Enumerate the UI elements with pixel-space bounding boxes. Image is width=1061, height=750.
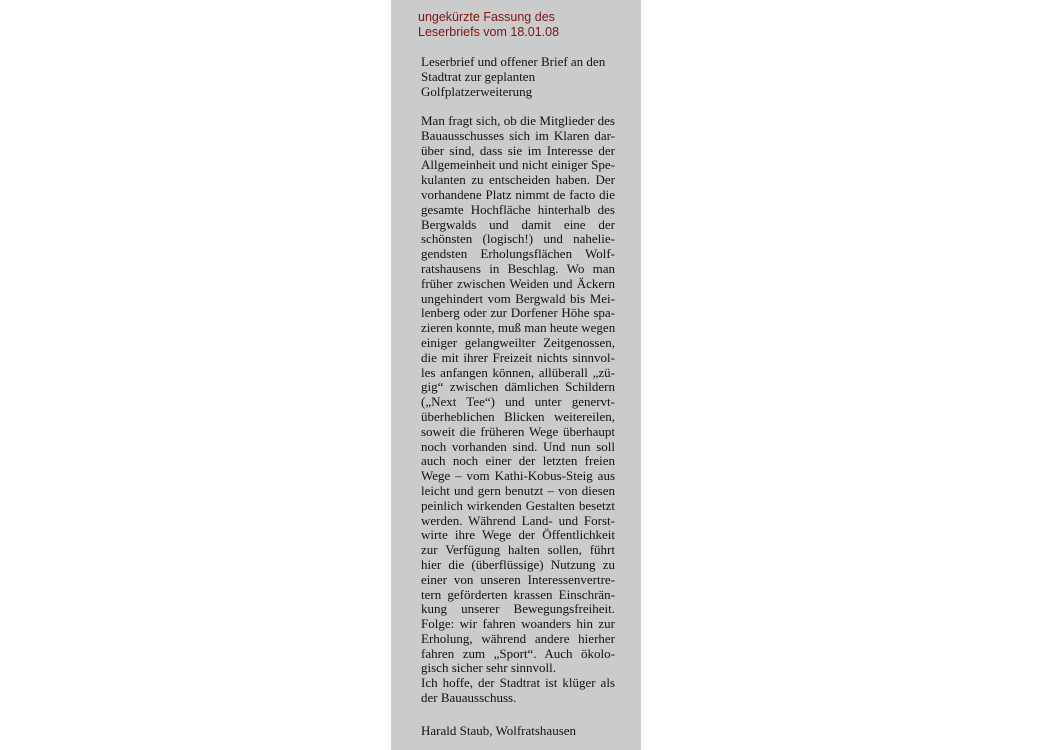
letter-body-line: les anfangen können, allüberall „zü- — [421, 364, 615, 380]
letter-body-line: einer von unseren Interessenvertre- — [421, 571, 615, 587]
letter-body-line: gisch sicher sehr sinnvoll. — [421, 660, 557, 676]
letter-body-line: leicht und gern benutzt – von diesen — [421, 482, 615, 498]
letter-signature: Harald Staub, Wolfratshausen — [421, 723, 577, 738]
letter-body-line: soweit die früheren Wege überhaupt — [421, 423, 615, 439]
letter-body-line: schönsten (logisch!) und nahelie- — [421, 231, 615, 247]
letter-body-line: vorhandene Platz nimmt de facto die — [421, 186, 615, 202]
letter-body-line: tern geförderten krassen Einschrän- — [421, 586, 615, 602]
letter-body-line: kulanten zu entscheiden haben. Der — [421, 172, 615, 188]
letter-body-line: werden. Während Land- und Forst- — [421, 512, 615, 528]
letter-body-line: die mit ihrer Freizeit nichts sinnvol- — [421, 349, 615, 365]
letter-body-line: Man fragt sich, ob die Mitglieder des — [421, 113, 615, 128]
version-note — [418, 10, 628, 40]
letter-body-line: Ich hoffe, der Stadtrat ist klüger als — [421, 675, 615, 691]
letter-body-line: früher zwischen Weiden und Äckern — [421, 275, 615, 291]
letter-body-line: Erholung, während andere hierher — [421, 630, 615, 646]
version-note-line: ungekürzte Fassung des — [418, 10, 555, 24]
letter-body-line: gendsten Erholungsflächen Wolf- — [421, 246, 615, 262]
letter-title — [421, 55, 621, 99]
letter-body-line: lenberg oder zur Dorfener Höhe spa- — [421, 305, 615, 321]
letter-title-line: Stadtrat zur geplanten — [421, 68, 536, 84]
letter-title-line: Golfplatzerweiterung — [421, 83, 533, 99]
letter-body-line: auch noch einer der letzten freien — [421, 453, 615, 469]
letter-body-line: Allgemeinheit und nicht einiger Spe- — [421, 157, 615, 173]
letter-panel — [391, 0, 641, 750]
letter-body-line: Wege – vom Kathi-Kobus-Steig aus — [421, 468, 615, 484]
version-note-line: Leserbriefs vom 18.01.08 — [418, 25, 560, 39]
letter-body-line: wirte ihre Wege der Öffentlichkeit — [421, 527, 615, 543]
letter-title-line: Leserbrief und offener Brief an den — [421, 54, 606, 69]
letter-body-line: fahren zum „Sport“. Auch ökolo- — [421, 645, 615, 661]
letter-body-line: gesamte Hochfläche hinterhalb des — [421, 201, 615, 217]
letter-body-line: noch vorhanden sind. Und nun soll — [421, 438, 615, 454]
letter-body-line: einiger gelangweilter Zeitgenossen, — [421, 334, 615, 350]
letter-body-line: Bergwalds und damit eine der — [421, 216, 615, 232]
letter-body-line: überheblichen Blicken weitereilen, — [421, 408, 615, 424]
letter-body-line: ungehindert vom Bergwald bis Mei- — [421, 290, 615, 306]
letter-body-line: zieren konnte, muß man heute wegen — [421, 320, 616, 336]
letter-body-line: Bauausschusses sich im Klaren dar- — [421, 127, 615, 143]
letter-body — [421, 114, 615, 706]
letter-body-line: kung unserer Bewegungsfreiheit. — [421, 601, 615, 617]
letter-body-line: gig“ zwischen dämlichen Schildern — [421, 379, 615, 395]
letter-body-line: über sind, dass sie im Interesse der — [421, 142, 615, 158]
letter-body-line: ratshausens in Beschlag. Wo man — [421, 260, 615, 276]
letter-body-line: („Next Tee“) und unter genervt- — [421, 394, 615, 410]
letter-body-line: Folge: wir fahren woanders hin zur — [421, 616, 615, 632]
letter-body-line: zur Verfügung halten sollen, führt — [421, 542, 615, 558]
letter-body-line: der Bauausschuss. — [421, 690, 517, 706]
letter-body-line: peinlich wirkenden Gestalten besetzt — [421, 497, 615, 513]
letter-body-line: hier die (überflüssige) Nutzung zu — [421, 556, 615, 572]
